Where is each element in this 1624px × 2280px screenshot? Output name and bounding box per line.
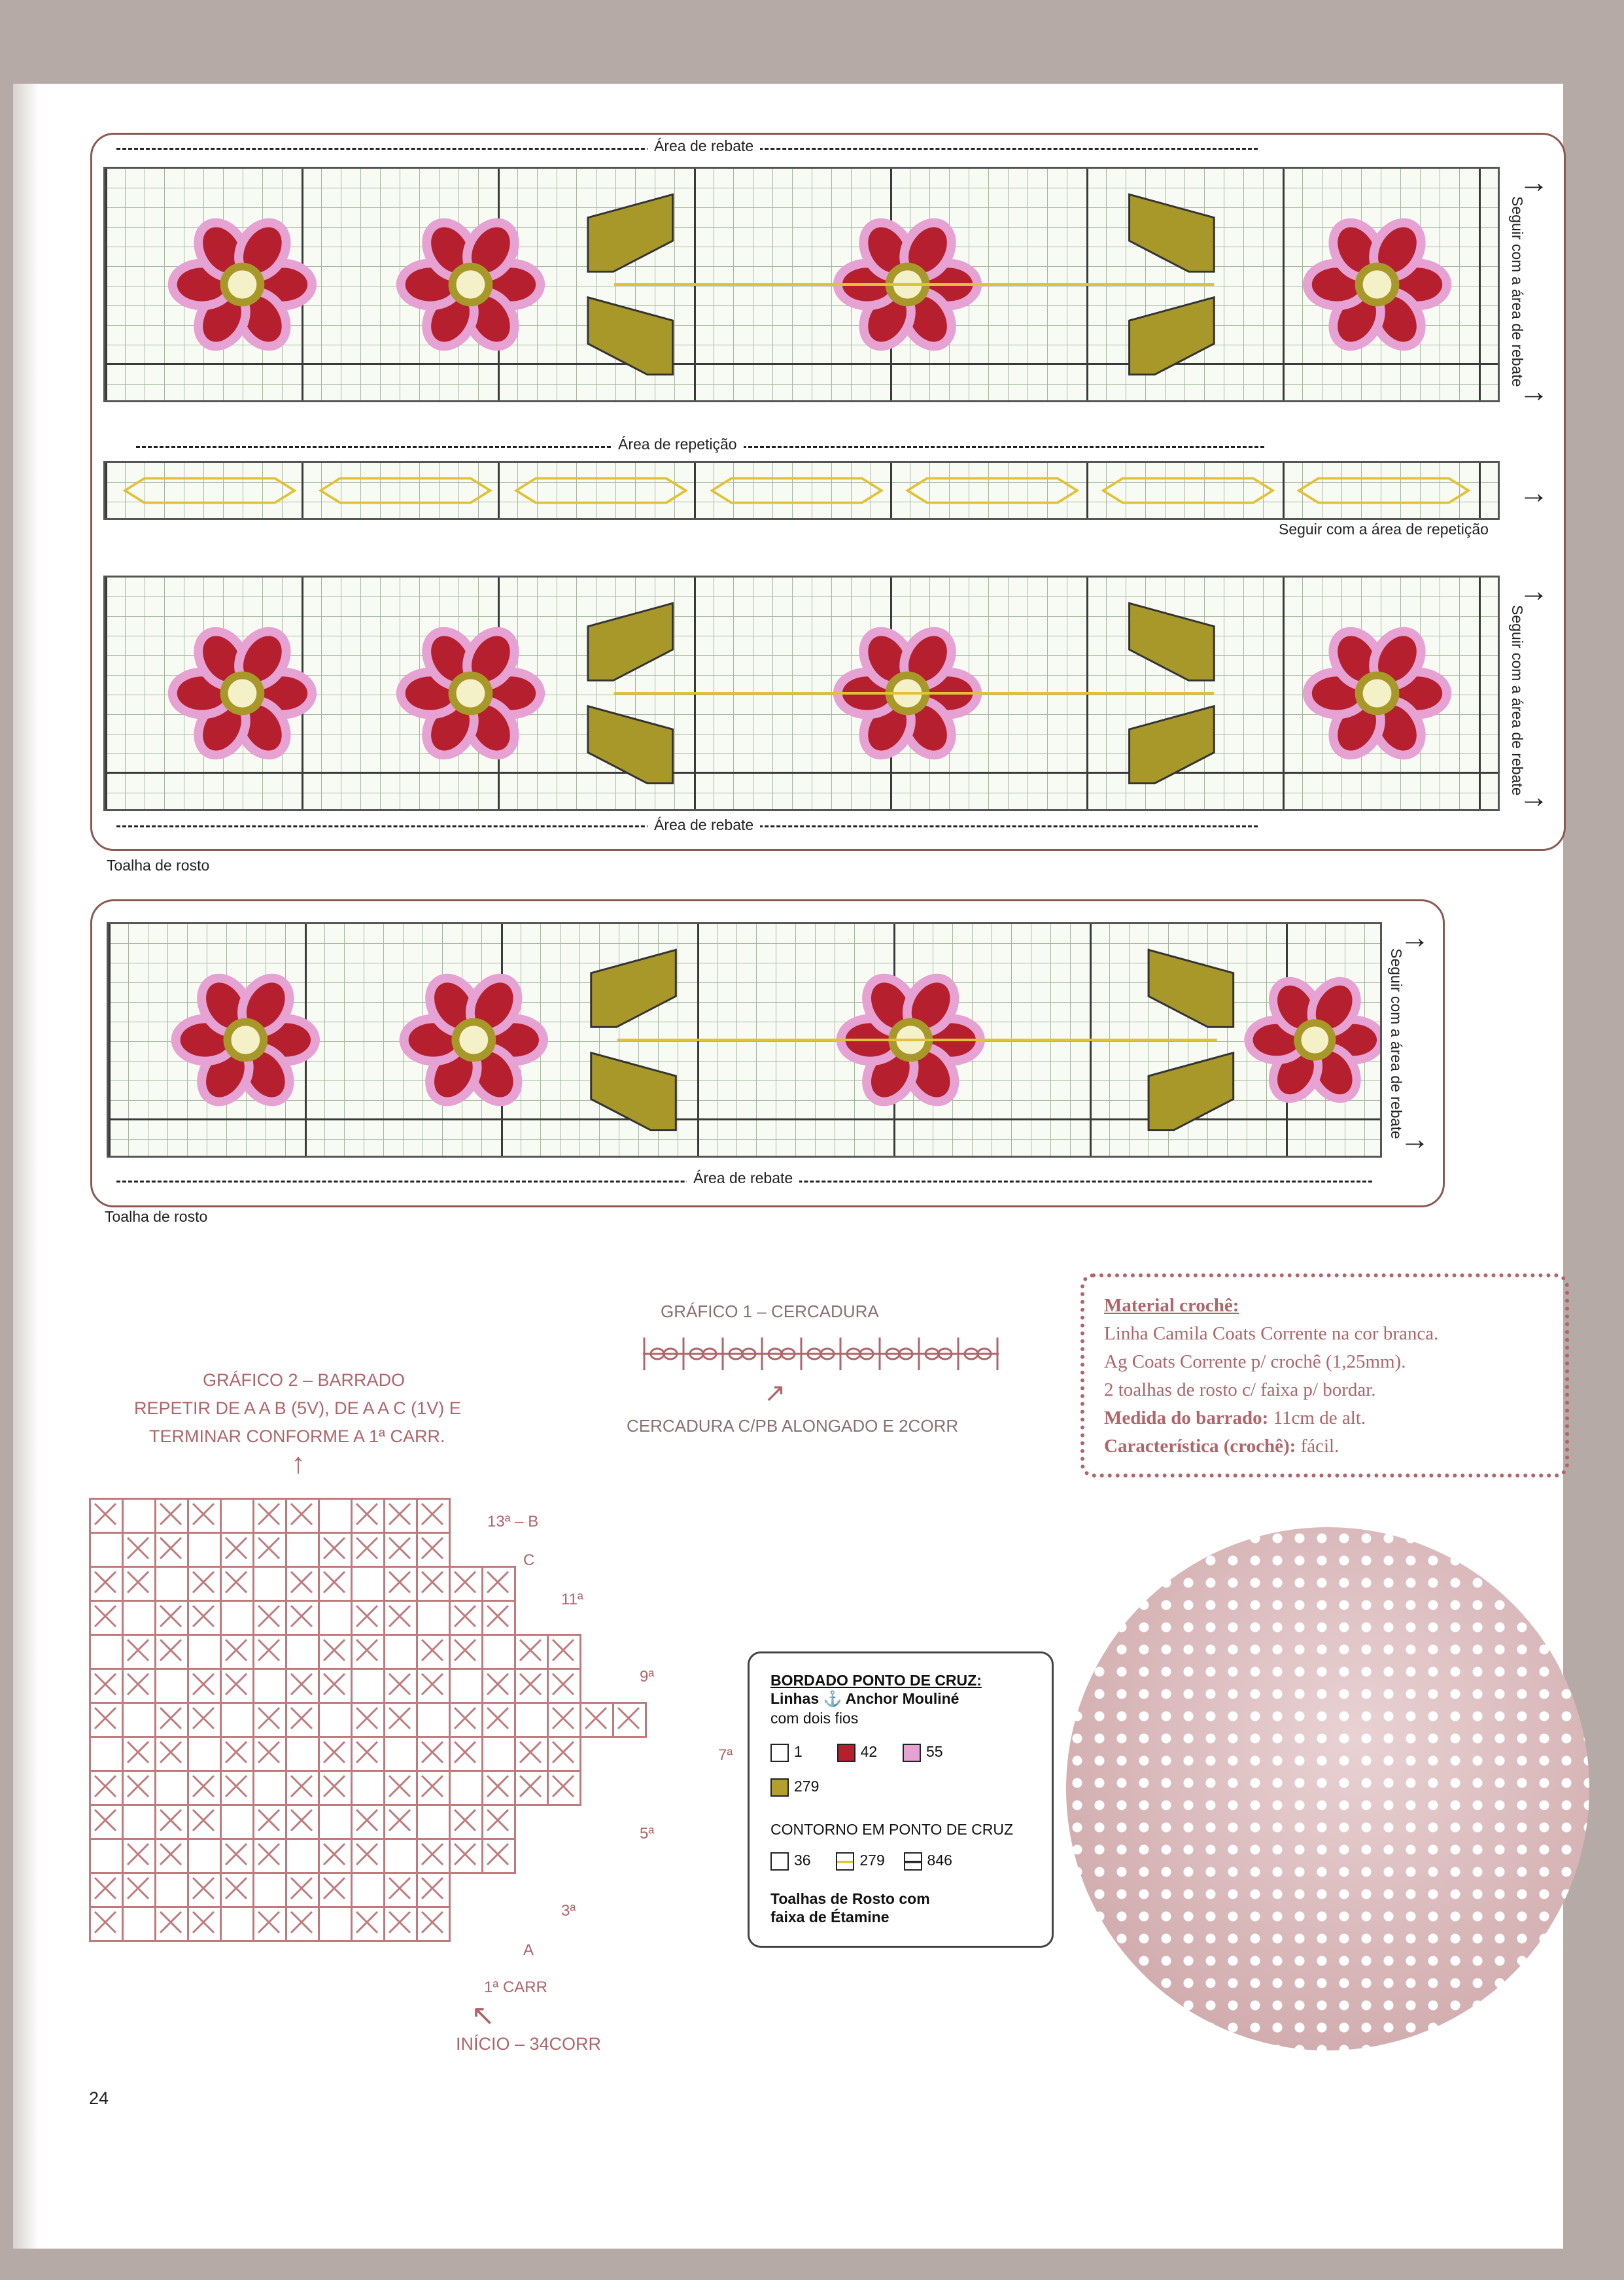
outline-code-846: 846 <box>927 1852 952 1869</box>
barrado-cell <box>90 1873 123 1907</box>
barrado-cell <box>352 1567 385 1601</box>
barrado-cell <box>483 1703 515 1737</box>
barrado-cell <box>385 1873 417 1907</box>
flower-motif <box>396 208 545 360</box>
barrado-cell <box>188 1567 221 1601</box>
barrado-cell <box>450 1771 483 1805</box>
barrado-cell <box>254 1499 286 1533</box>
barrado-cell <box>385 1771 417 1805</box>
barrado-cell <box>221 1771 254 1805</box>
leaf-motif <box>1130 194 1215 271</box>
barrado-cell <box>286 1873 319 1907</box>
barrado-cell <box>352 1635 385 1669</box>
barrado-cell <box>483 1737 515 1771</box>
rebate-label-second: Área de rebate <box>687 1169 799 1187</box>
barrado-cell <box>319 1805 352 1839</box>
barrado-cell <box>221 1567 254 1601</box>
color-code-55: 55 <box>925 1743 943 1760</box>
row-label-7: 7ª <box>718 1746 733 1764</box>
barrado-cell <box>417 1907 450 1941</box>
barrado-cell <box>254 1771 286 1805</box>
barrado-cell <box>352 1499 385 1533</box>
leaf-motif <box>591 1053 676 1130</box>
barrado-cell <box>352 1601 385 1635</box>
legend-outline-title: CONTORNO EM PONTO DE CRUZ <box>770 1821 1013 1838</box>
swatch-42 <box>837 1744 855 1762</box>
barrado-cell <box>385 1635 417 1669</box>
leaf-motif <box>1149 950 1234 1027</box>
outline-swatch-36 <box>770 1852 789 1871</box>
row-label-c: C <box>523 1551 535 1569</box>
flower-motif-row-2 <box>105 578 1498 809</box>
barrado-cell <box>254 1601 286 1635</box>
swatch-1 <box>770 1744 789 1762</box>
barrado-cell <box>156 1635 188 1669</box>
barrado-cell <box>123 1533 156 1567</box>
row-label-11: 11ª <box>561 1591 583 1608</box>
barrado-cell <box>417 1669 450 1703</box>
barrado-cell <box>385 1669 417 1703</box>
barrado-cell <box>319 1533 352 1567</box>
flower-motif <box>396 617 545 769</box>
barrado-cell <box>123 1907 156 1941</box>
page-number: 24 <box>89 2088 109 2108</box>
barrado-cell <box>90 1533 123 1567</box>
legend-footer-2: faixa de Étamine <box>770 1909 890 1926</box>
barrado-cell <box>483 1567 515 1601</box>
barrado-cell <box>483 1601 515 1635</box>
barrado-cell <box>254 1669 286 1703</box>
repeat-motif <box>1103 478 1273 502</box>
leaf-motif <box>588 706 673 784</box>
row-label-a: A <box>523 1941 534 1959</box>
repeat-motif <box>908 478 1077 502</box>
barrado-cell <box>286 1635 319 1669</box>
barrado-cell <box>417 1805 450 1839</box>
barrado-cell <box>483 1771 515 1805</box>
barrado-cell <box>123 1737 156 1771</box>
barrado-cell <box>221 1669 254 1703</box>
barrado-cell <box>188 1635 221 1669</box>
chart-strip-repeat <box>103 461 1500 520</box>
barrado-cell <box>483 1669 515 1703</box>
barrado-cell <box>319 1839 352 1873</box>
flower-motif-row-1 <box>105 169 1498 400</box>
barrado-cell <box>352 1839 385 1873</box>
rebate-label-bottom: Área de rebate <box>648 816 760 834</box>
material-line-2: Ag Coats Corrente p/ crochê (1,25mm). <box>1104 1351 1406 1372</box>
barrado-cell <box>385 1737 417 1771</box>
legend-color-row-1 <box>770 1743 943 1762</box>
chart-strip-2 <box>103 576 1500 811</box>
barrado-cell <box>90 1669 123 1703</box>
barrado-cell <box>286 1703 319 1737</box>
barrado-cell <box>90 1567 123 1601</box>
barrado-cell <box>156 1669 188 1703</box>
barrado-cell <box>319 1567 352 1601</box>
barrado-cell <box>221 1635 254 1669</box>
barrado-cell <box>613 1703 646 1737</box>
barrado-cell <box>156 1601 188 1635</box>
barrado-cell <box>221 1533 254 1567</box>
legend-outline-row <box>770 1852 952 1871</box>
barrado-cell <box>254 1873 286 1907</box>
barrado-cell <box>417 1533 450 1567</box>
barrado-cell <box>123 1669 156 1703</box>
barrado-cell <box>156 1567 188 1601</box>
barrado-cell <box>286 1771 319 1805</box>
crochet-lace <box>1066 1527 1589 2050</box>
start-pointer: ↖ <box>471 1999 495 2031</box>
follow-repeat-text: Seguir com a área de repetição <box>1279 521 1489 538</box>
legend-title: BORDADO PONTO DE CRUZ: <box>770 1672 982 1689</box>
swatch-279 <box>770 1778 789 1797</box>
barrado-cell <box>90 1839 123 1873</box>
outline-swatch-846 <box>904 1852 922 1871</box>
barrado-cell <box>352 1533 385 1567</box>
barrado-cell <box>188 1737 221 1771</box>
barrado-cell <box>417 1703 450 1737</box>
barrado-cell <box>221 1601 254 1635</box>
barrado-cell <box>254 1703 286 1737</box>
repeat-motif <box>516 478 685 502</box>
barrado-cell <box>123 1703 156 1737</box>
leaf-motif <box>1130 706 1215 784</box>
barrado-cell <box>188 1771 221 1805</box>
barrado-cell <box>319 1635 352 1669</box>
barrado-cell <box>319 1703 352 1737</box>
barrado-cell <box>417 1737 450 1771</box>
swatch-55 <box>903 1744 921 1762</box>
legend-box <box>748 1651 1054 1948</box>
barrado-cell <box>417 1839 450 1873</box>
leaf-motif <box>1130 298 1215 375</box>
chart-strip-1 <box>103 167 1500 402</box>
material-line-4-value: 11cm de alt. <box>1273 1408 1366 1428</box>
crochet-photo <box>1066 1527 1589 2050</box>
barrado-cell <box>123 1873 156 1907</box>
color-code-42: 42 <box>860 1743 878 1760</box>
grafico2-title-3: TERMINAR CONFORME A 1ª CARR. <box>149 1426 445 1446</box>
barrado-cell <box>450 1635 483 1669</box>
barrado-cell <box>90 1805 123 1839</box>
barrado-cell <box>548 1669 581 1703</box>
barrado-cell <box>156 1771 188 1805</box>
material-line-1: Linha Camila Coats Corrente na cor branca. <box>1104 1323 1439 1344</box>
barrado-cell <box>90 1771 123 1805</box>
flower-motif <box>400 963 548 1116</box>
chart-strip-3 <box>107 922 1382 1158</box>
barrado-cell <box>515 1771 548 1805</box>
barrado-cell <box>450 1601 483 1635</box>
repeat-motif <box>712 478 881 502</box>
barrado-cell <box>254 1805 286 1839</box>
flower-motif <box>168 208 317 360</box>
barrado-cell <box>156 1873 188 1907</box>
material-line-4-label: Medida do barrado: <box>1104 1408 1269 1428</box>
barrado-cell <box>90 1635 123 1669</box>
barrado-cell <box>385 1907 417 1941</box>
barrado-cell <box>254 1839 286 1873</box>
barrado-cell <box>548 1703 581 1737</box>
barrado-cell <box>385 1499 417 1533</box>
flower-motif <box>171 963 320 1116</box>
barrado-cell <box>123 1771 156 1805</box>
barrado-cell <box>352 1703 385 1737</box>
barrado-cell <box>254 1533 286 1567</box>
barrado-cell <box>515 1703 548 1737</box>
arrow-icon: → <box>1519 165 1549 199</box>
barrado-cell <box>286 1601 319 1635</box>
barrado-cell <box>123 1499 156 1533</box>
leaf-motif <box>588 298 673 375</box>
barrado-cell <box>548 1737 581 1771</box>
page-spine <box>13 84 39 2249</box>
flower-motif <box>1244 967 1380 1113</box>
barrado-chart <box>89 1498 647 1942</box>
outline-swatch-279 <box>836 1852 854 1871</box>
barrado-cell <box>286 1839 319 1873</box>
barrado-cell <box>221 1873 254 1907</box>
rebate-label-top: Área de rebate <box>648 137 760 155</box>
barrado-cell <box>188 1533 221 1567</box>
arrow-icon: → <box>1519 574 1549 608</box>
barrado-cell <box>90 1703 123 1737</box>
legend-footer-1: Toalhas de Rosto com <box>770 1890 930 1907</box>
flower-motif-row-3 <box>109 924 1380 1156</box>
barrado-cell <box>286 1737 319 1771</box>
barrado-cell <box>319 1737 352 1771</box>
barrado-cell <box>221 1737 254 1771</box>
barrado-cell <box>286 1499 319 1533</box>
barrado-cell <box>286 1805 319 1839</box>
legend-color-row-2 <box>770 1778 819 1797</box>
barrado-cell <box>319 1907 352 1941</box>
repeat-label: Área de repetição <box>612 436 744 453</box>
color-code-1: 1 <box>794 1743 803 1760</box>
barrado-cell <box>156 1839 188 1873</box>
barrado-cell <box>90 1907 123 1941</box>
barrado-cell <box>221 1907 254 1941</box>
barrado-cell <box>188 1499 221 1533</box>
barrado-cell <box>123 1805 156 1839</box>
leaf-motif <box>591 950 676 1027</box>
follow-rebate-top-1: Seguir com a área de rebate <box>1509 196 1526 387</box>
grafico2-pointer: ↑ <box>291 1447 305 1479</box>
barrado-cell <box>450 1567 483 1601</box>
barrado-cell <box>417 1601 450 1635</box>
material-line-5-label: Característica (crochê): <box>1104 1436 1296 1457</box>
barrado-cell <box>286 1533 319 1567</box>
barrado-cell <box>221 1805 254 1839</box>
material-heading: Material crochê: <box>1104 1295 1239 1316</box>
barrado-cell <box>156 1805 188 1839</box>
leaf-motif <box>1130 603 1215 680</box>
row-label-1: 1ª CARR <box>484 1978 547 1996</box>
barrado-cell <box>483 1635 515 1669</box>
flower-motif <box>168 617 317 769</box>
barrado-cell <box>319 1669 352 1703</box>
barrado-cell <box>188 1669 221 1703</box>
outline-code-36: 36 <box>794 1852 811 1869</box>
barrado-cell <box>515 1737 548 1771</box>
barrado-cell <box>123 1567 156 1601</box>
barrado-cell <box>483 1839 515 1873</box>
barrado-cell <box>417 1873 450 1907</box>
barrado-cell <box>123 1601 156 1635</box>
barrado-cell <box>450 1805 483 1839</box>
barrado-cell <box>319 1499 352 1533</box>
barrado-cell <box>352 1873 385 1907</box>
arrow-icon: → <box>1400 920 1430 954</box>
arrow-icon: → <box>1519 475 1549 510</box>
leaf-motif <box>588 194 673 271</box>
barrado-cell <box>254 1737 286 1771</box>
follow-rebate-second: Seguir com a área de rebate <box>1388 948 1405 1139</box>
grafico1-caption: CERCADURA C/PB ALONGADO E 2CORR <box>627 1416 959 1436</box>
barrado-cell <box>188 1873 221 1907</box>
barrado-cell <box>450 1839 483 1873</box>
grafico1-pointer: ↗ <box>764 1379 786 1408</box>
grafico2-title-2: REPETIR DE A A B (5V), DE A A C (1V) E <box>134 1398 461 1418</box>
barrado-cell <box>385 1533 417 1567</box>
barrado-cell <box>156 1499 188 1533</box>
barrado-cell <box>188 1601 221 1635</box>
row-label-5: 5ª <box>640 1825 655 1842</box>
barrado-cell <box>385 1805 417 1839</box>
row-label-9: 9ª <box>640 1668 655 1685</box>
barrado-cell <box>286 1669 319 1703</box>
barrado-cell <box>254 1567 286 1601</box>
material-line-3: 2 toalhas de rosto c/ faixa p/ bordar. <box>1104 1379 1376 1400</box>
cercadura-diagram <box>638 1334 1004 1373</box>
arrow-icon: → <box>1519 780 1549 814</box>
barrado-cell <box>156 1703 188 1737</box>
barrado-cell <box>156 1737 188 1771</box>
arrow-icon: → <box>1519 374 1549 408</box>
barrado-cell <box>188 1703 221 1737</box>
barrado-cell <box>221 1499 254 1533</box>
barrado-cell <box>548 1771 581 1805</box>
barrado-cell <box>156 1907 188 1941</box>
barrado-cell <box>352 1737 385 1771</box>
barrado-cell <box>515 1635 548 1669</box>
barrado-cell <box>385 1601 417 1635</box>
barrado-cell <box>90 1737 123 1771</box>
color-code-279: 279 <box>794 1778 820 1795</box>
barrado-cell <box>286 1907 319 1941</box>
flower-motif <box>1303 617 1451 769</box>
barrado-cell <box>450 1703 483 1737</box>
arrow-icon: → <box>1400 1122 1430 1156</box>
grafico1-title: GRÁFICO 1 – CERCADURA <box>661 1302 879 1321</box>
barrado-cell <box>254 1907 286 1941</box>
caption-towel-1: Toalha de rosto <box>107 857 210 874</box>
repeat-motif <box>1299 478 1468 502</box>
barrado-cell <box>417 1635 450 1669</box>
barrado-cell <box>319 1601 352 1635</box>
barrado-cell <box>352 1907 385 1941</box>
legend-threads: Linhas ⚓ Anchor Mouliné <box>770 1690 959 1707</box>
follow-rebate-top-2: Seguir com a área de rebate <box>1509 605 1526 796</box>
barrado-cell <box>90 1499 123 1533</box>
material-box <box>1080 1273 1569 1477</box>
leaf-motif <box>588 603 673 680</box>
leaf-motif <box>1149 1053 1234 1130</box>
barrado-cell <box>483 1805 515 1839</box>
barrado-cell <box>221 1839 254 1873</box>
legend-strands: com dois fios <box>770 1710 859 1727</box>
flower-motif <box>1303 208 1451 360</box>
barrado-cell <box>286 1567 319 1601</box>
repeat-motif <box>320 478 490 502</box>
barrado-cell <box>188 1805 221 1839</box>
barrado-cell <box>352 1805 385 1839</box>
barrado-cell <box>221 1703 254 1737</box>
barrado-cell <box>417 1567 450 1601</box>
barrado-cell <box>450 1669 483 1703</box>
repeat-motif <box>125 478 294 502</box>
barrado-cell <box>385 1839 417 1873</box>
barrado-cell <box>319 1771 352 1805</box>
row-label-3: 3ª <box>561 1902 576 1920</box>
barrado-cell <box>385 1567 417 1601</box>
barrado-cell <box>417 1499 450 1533</box>
repeat-motif-row <box>105 463 1498 518</box>
barrado-cell <box>188 1907 221 1941</box>
material-line-5-value: fácil. <box>1300 1436 1339 1457</box>
barrado-cell <box>352 1771 385 1805</box>
barrado-cell <box>319 1873 352 1907</box>
outline-code-279: 279 <box>859 1852 885 1869</box>
barrado-cell <box>123 1839 156 1873</box>
barrado-cell <box>515 1669 548 1703</box>
barrado-cell <box>188 1839 221 1873</box>
grafico2-title-1: GRÁFICO 2 – BARRADO <box>203 1370 406 1390</box>
barrado-cell <box>450 1737 483 1771</box>
barrado-cell <box>352 1669 385 1703</box>
barrado-cell <box>581 1703 613 1737</box>
row-label-13: 13ª – B <box>487 1513 539 1530</box>
barrado-cell <box>548 1635 581 1669</box>
barrado-cell <box>123 1635 156 1669</box>
barrado-cell <box>417 1771 450 1805</box>
barrado-cell <box>156 1533 188 1567</box>
start-label: INÍCIO – 34CORR <box>456 2034 602 2054</box>
barrado-cell <box>385 1703 417 1737</box>
barrado-cell <box>90 1601 123 1635</box>
caption-towel-2: Toalha de rosto <box>105 1208 208 1225</box>
barrado-cell <box>254 1635 286 1669</box>
